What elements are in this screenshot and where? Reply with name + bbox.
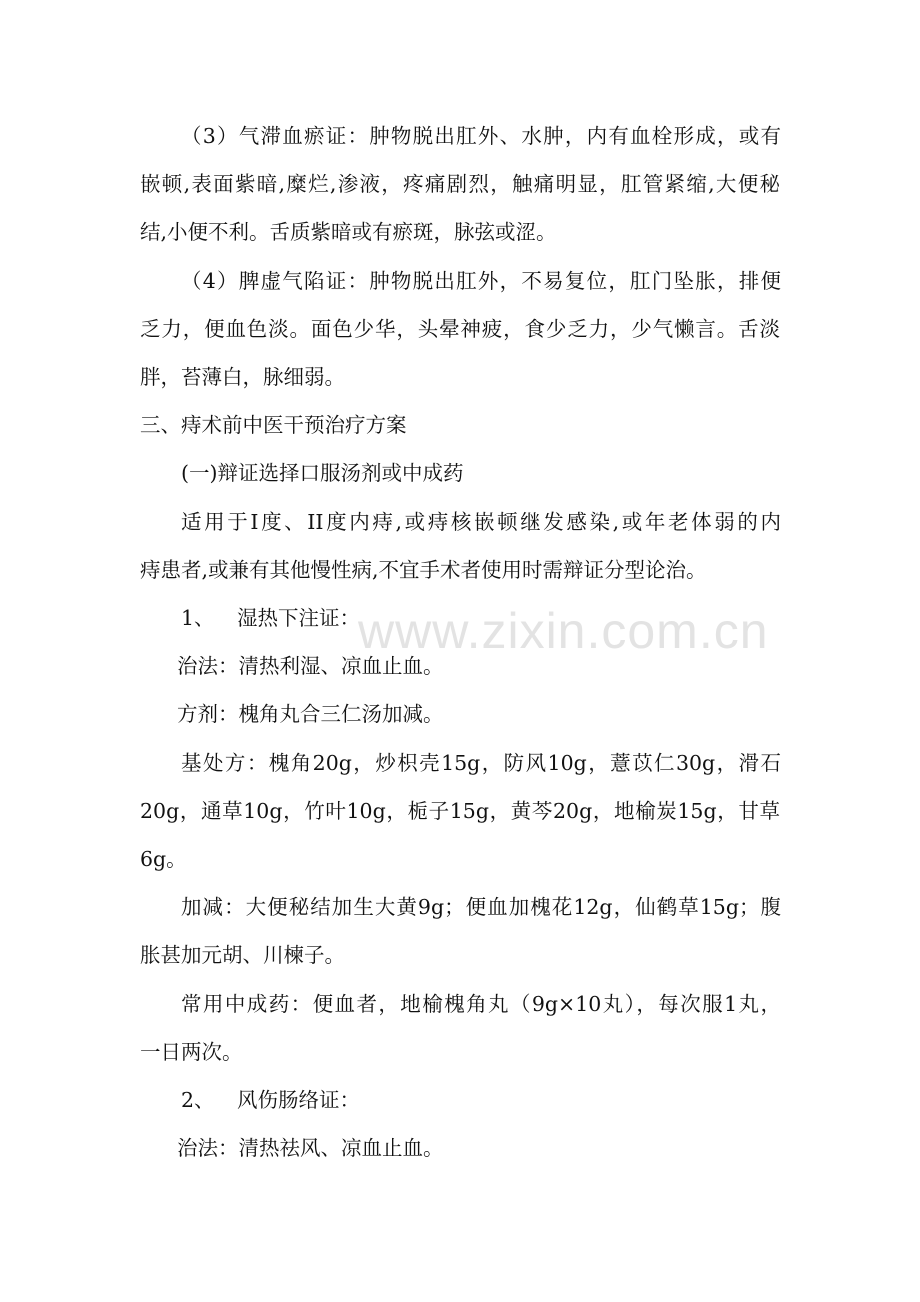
- list-item-number: 2、: [181, 1088, 215, 1112]
- paragraph-line: 结,小便不利。舌质紫暗或有瘀斑，脉弦或涩。: [140, 220, 557, 244]
- paragraph-line: 加减：大便秘结加生大黄9g；便血加槐花12g，仙鹤草15g；腹: [181, 895, 781, 919]
- paragraph-line: 治法：清热利湿、凉血止血。: [177, 654, 444, 678]
- paragraph-line: 乏力，便血色淡。面色少华，头晕神疲，食少乏力，少气懒言。舌淡: [140, 317, 780, 341]
- paragraph-line: 治法：清热祛风、凉血止血。: [177, 1136, 444, 1160]
- watermark: www.zixin.com.cn: [358, 603, 769, 659]
- paragraph-line: （3）气滞血瘀证：肿物脱出肛外、水肿，内有血栓形成，或有: [181, 124, 781, 148]
- paragraph-line: 方剂：槐角丸合三仁汤加减。: [177, 702, 444, 726]
- paragraph-line: （4）脾虚气陷证：肿物脱出肛外，不易复位，肛门坠胀，排便: [181, 269, 781, 293]
- paragraph-line: 6g。: [140, 847, 187, 871]
- paragraph-line: 基处方：槐角20g，炒枳壳15g，防风10g，薏苡仁30g，滑石: [181, 751, 781, 775]
- paragraph-line: 常用中成药：便血者，地榆槐角丸（9g×10丸），每次服1丸，: [181, 992, 781, 1016]
- paragraph-line: 胀甚加元胡、川楝子。: [140, 943, 345, 967]
- paragraph-line: 嵌顿,表面紫暗,糜烂,渗液，疼痛剧烈，触痛明显，肛管紧缩,大便秘: [140, 172, 780, 196]
- paragraph-line: 一日两次。: [140, 1040, 243, 1064]
- paragraph-line: 适用于Ⅰ度、II度内痔,或痔核嵌顿继发感染,或年老体弱的内: [181, 510, 781, 534]
- section-heading: 三、痔术前中医干预治疗方案: [140, 413, 407, 437]
- subsection-heading: (一)辩证选择口服汤剂或中成药: [181, 461, 464, 485]
- paragraph-line: 痔患者,或兼有其他慢性病,不宜手术者使用时需辩证分型论治。: [140, 558, 707, 582]
- list-item-number: 1、: [181, 606, 215, 630]
- paragraph-line: 20g，通草10g，竹叶10g，栀子15g，黄芩20g，地榆炭15g，甘草: [140, 799, 780, 823]
- list-item-label: 湿热下注证：: [237, 606, 360, 630]
- list-item-label: 风伤肠络证：: [237, 1088, 360, 1112]
- paragraph-line: 胖，苔薄白，脉细弱。: [140, 365, 345, 389]
